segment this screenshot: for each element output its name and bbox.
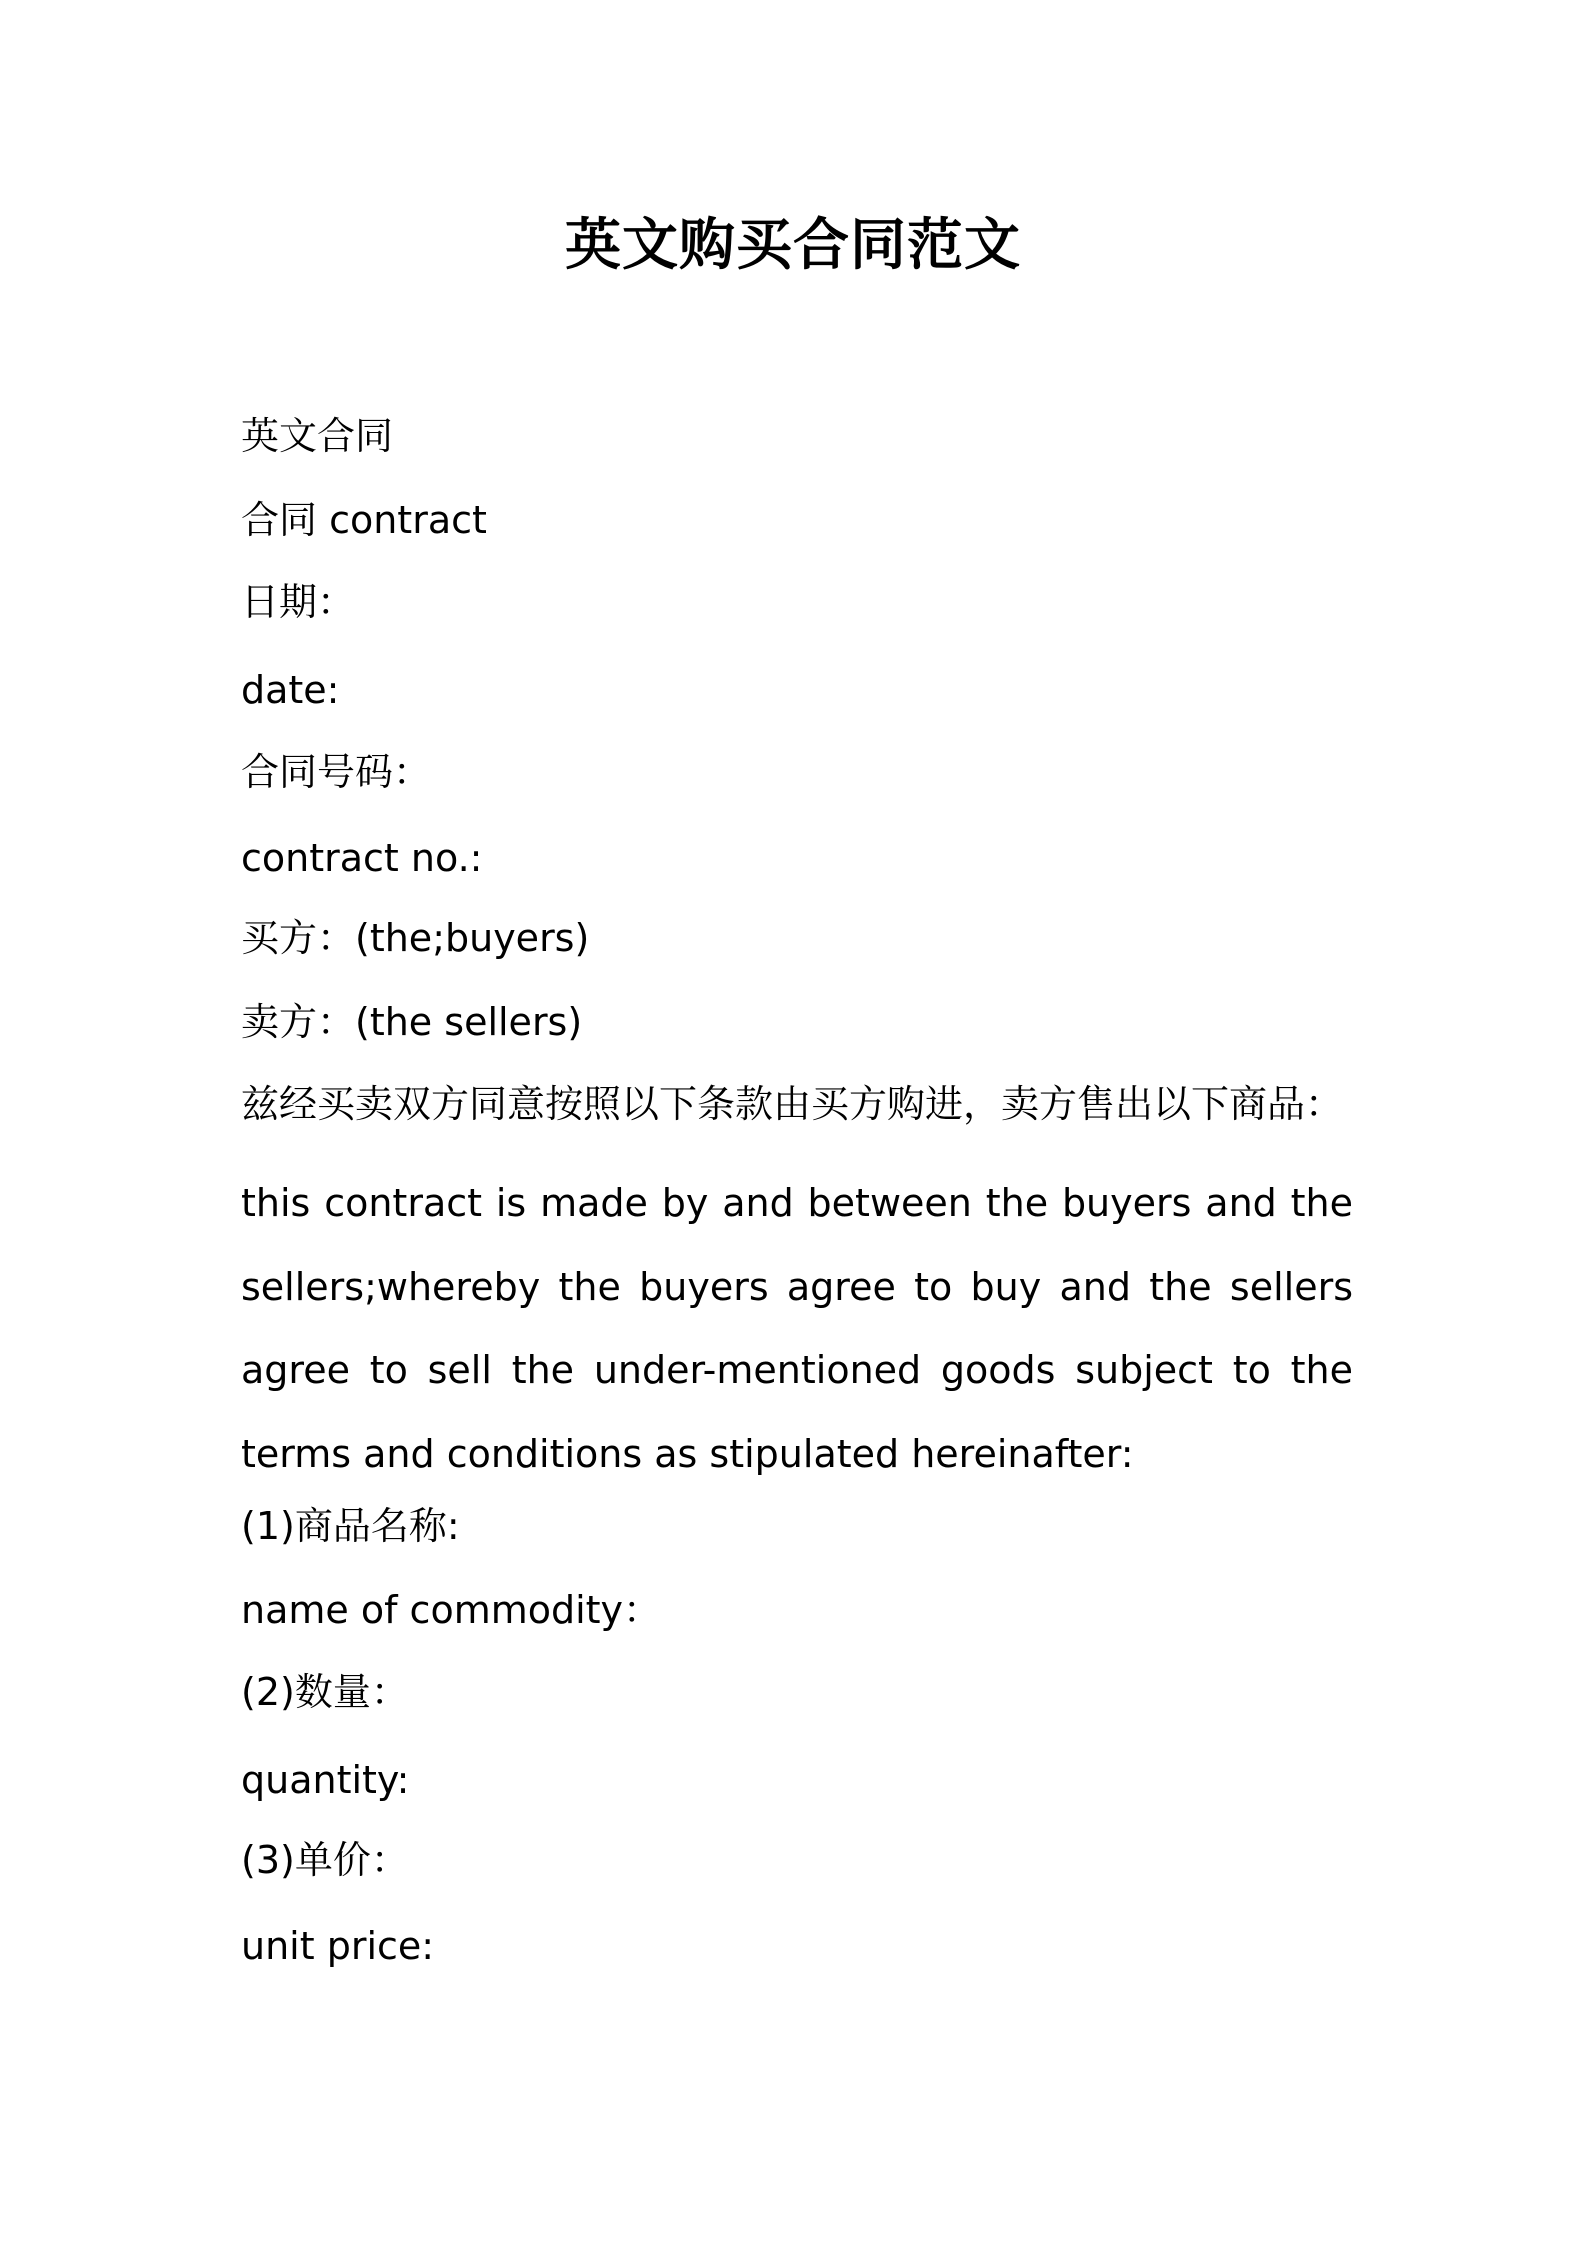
item-commodity-name-cn: (1)商品名称:	[241, 1504, 460, 1548]
document-title: 英文购买合同范文	[565, 213, 1021, 278]
contract-number-label-cn: 合同号码：	[241, 750, 432, 794]
contract-label: 合同 contract	[241, 498, 487, 542]
item-unit-price-cn: (3)单价：	[241, 1838, 409, 1882]
date-label-en: date:	[241, 668, 340, 712]
agreement-intro-cn: 兹经买卖双方同意按照以下条款由买方购进，卖方售出以下商品：	[241, 1082, 1344, 1126]
date-label-cn: 日期：	[241, 580, 356, 624]
buyer-label: 买方：(the;buyers)	[241, 916, 590, 960]
seller-label: 卖方：(the sellers)	[241, 1000, 583, 1044]
heading-english-contract: 英文合同	[241, 414, 394, 458]
contract-number-label-en: contract no.:	[241, 836, 483, 880]
item-commodity-name-en: name of commodity：	[241, 1588, 662, 1632]
item-unit-price-en: unit price:	[241, 1924, 435, 1968]
agreement-intro-en: this contract is made by and between the buyers and the sellers;whereby the buyers agree to buy and the sellers agree to sell the under-mentioned goods subject to the terms and conditions as stipulated hereinafter:	[241, 1181, 1353, 1476]
item-quantity-cn: (2)数量：	[241, 1670, 409, 1714]
item-quantity-en: quantity:	[241, 1758, 410, 1802]
